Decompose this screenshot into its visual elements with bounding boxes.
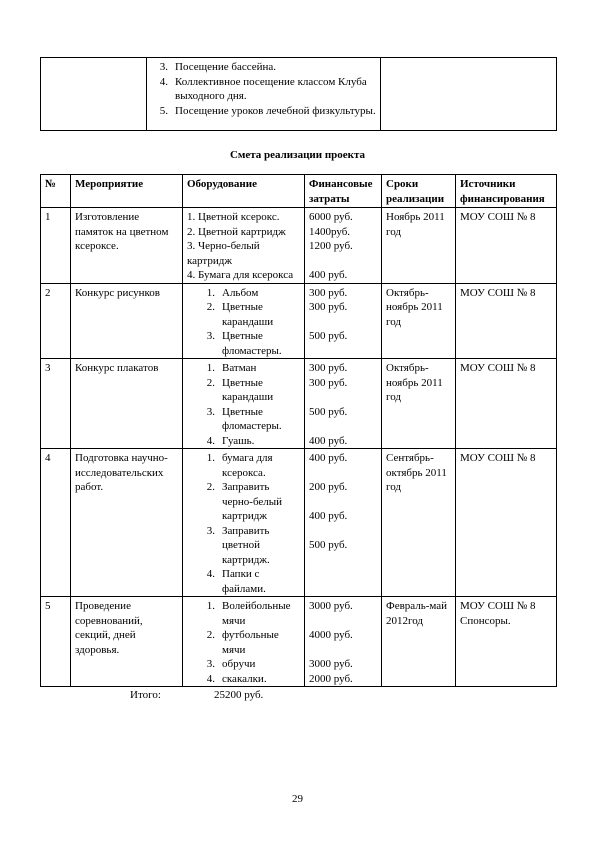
- row-number: 5: [41, 597, 71, 687]
- item-text: обручи: [222, 658, 256, 670]
- table-row: [41, 283, 557, 359]
- item-text: Цветные карандаши: [222, 376, 274, 403]
- item-text: футбольные мячи: [222, 629, 279, 656]
- cost-line: 300 руб.: [309, 286, 348, 299]
- row-number: 4: [41, 449, 71, 597]
- equipment-item: [187, 376, 300, 405]
- equipment-item: [187, 657, 300, 672]
- row-equipment: [183, 597, 305, 687]
- cost-line: 200 руб.: [309, 481, 348, 493]
- item-text: Посещение бассейна.: [175, 61, 277, 73]
- cost-line: 6000 руб.: [309, 211, 353, 223]
- equipment-item: [187, 329, 300, 358]
- equipment-item: [187, 451, 300, 480]
- equipment-list: [187, 286, 300, 359]
- item-text: Папки с файлами.: [222, 568, 266, 595]
- cost-line: [309, 524, 377, 539]
- header-costs: Финансовые затраты: [305, 175, 382, 208]
- cost-line: 3000 руб.: [309, 600, 353, 612]
- section-title: Смета реализации проекта: [229, 149, 366, 161]
- cost-line: [309, 390, 377, 405]
- equipment-list: [187, 599, 300, 686]
- row-number: 1: [41, 208, 71, 284]
- item-text: Цветные фломастеры.: [222, 405, 282, 432]
- cost-line: 400 руб.: [309, 452, 348, 464]
- header-num: №: [41, 175, 71, 208]
- cost-line: 400 руб.: [309, 434, 348, 447]
- total: [130, 688, 263, 703]
- cost-line: 1400руб.: [309, 225, 351, 238]
- total-label: Итого:: [130, 689, 161, 701]
- cost-line: [309, 419, 377, 434]
- item-text: Коллективное посещение классом Клуба выходного дня.: [175, 75, 367, 102]
- cost-line: 4000 руб.: [309, 629, 353, 641]
- table-row: [41, 449, 557, 597]
- row-sources: МОУ СОШ № 8 Спонсоры.: [456, 597, 557, 687]
- item-number: 3.: [206, 405, 215, 418]
- item-number: 1.: [206, 600, 215, 612]
- row-event: Конкурс рисунков: [71, 283, 183, 359]
- row-event: Изготовление памяток на цветном ксероксе.: [71, 208, 183, 284]
- equipment-item: [187, 524, 300, 568]
- row-number: 3: [41, 359, 71, 449]
- cost-line: 400 руб.: [309, 269, 348, 281]
- item-number: 2.: [206, 481, 215, 493]
- item-number: 4.: [206, 434, 215, 447]
- equipment-item: [187, 672, 300, 687]
- cost-line: [309, 495, 377, 510]
- equipment-item: [187, 405, 300, 434]
- row-equipment: [183, 449, 305, 597]
- row-dates: Октябрь-ноябрь 2011 год: [382, 283, 456, 359]
- row-event: Конкурс плакатов: [71, 359, 183, 449]
- item-text: Гуашь.: [222, 434, 255, 447]
- cost-line: 2000 руб.: [309, 672, 353, 685]
- row-sources: МОУ СОШ № 8: [456, 449, 557, 597]
- equipment-item: 1. Цветной ксерокс.: [187, 211, 280, 223]
- header-event: Мероприятие: [71, 175, 183, 208]
- budget-table: [40, 174, 557, 687]
- activities-cell: [147, 58, 381, 131]
- item-text: Заправить черно-белый картридж: [222, 481, 283, 522]
- row-dates: Октябрь-ноябрь 2011 год: [382, 359, 456, 449]
- activity-item: [151, 75, 376, 104]
- item-number: 3.: [206, 658, 215, 670]
- page-number: 29: [292, 793, 303, 805]
- row-costs: [305, 449, 382, 597]
- equipment-item: 4. Бумага для ксерокса: [187, 269, 294, 281]
- item-number: 2.: [206, 301, 215, 313]
- equipment-item: [187, 434, 300, 449]
- equipment-item: [187, 300, 300, 329]
- row-dates: Февраль-май 2012год: [382, 597, 456, 687]
- activity-item: [151, 104, 376, 119]
- item-text: Заправить цветной картридж.: [222, 524, 270, 566]
- item-number: 3.: [206, 524, 215, 537]
- equipment-item: [187, 599, 300, 628]
- row-dates: Ноябрь 2011 год: [382, 208, 456, 284]
- row-costs: [305, 208, 382, 284]
- cost-line: 400 руб.: [309, 510, 348, 522]
- empty-cell: [381, 58, 557, 131]
- row-sources: МОУ СОШ № 8: [456, 208, 557, 284]
- item-number: 2.: [206, 629, 215, 641]
- table-row: [41, 359, 557, 449]
- row-number: 2: [41, 283, 71, 359]
- row-sources: МОУ СОШ № 8: [456, 283, 557, 359]
- item-number: 4.: [206, 672, 215, 685]
- item-number: 1.: [206, 286, 215, 299]
- row-costs: [305, 359, 382, 449]
- table-row: [41, 208, 557, 284]
- total-value: 25200 руб.: [214, 689, 264, 701]
- cost-line: 500 руб.: [309, 405, 348, 418]
- cost-line: 300 руб.: [309, 376, 348, 389]
- item-text: Посещение уроков лечебной физкультуры.: [175, 104, 376, 117]
- row-sources: МОУ СОШ № 8: [456, 359, 557, 449]
- item-number: 5.: [159, 104, 168, 117]
- equipment-item: 3. Черно-белый картридж: [187, 240, 260, 267]
- cost-line: 500 руб.: [309, 330, 348, 342]
- equipment-list: [187, 361, 300, 448]
- header-row: [41, 175, 557, 208]
- equipment-item: [187, 361, 300, 376]
- header-dates: Сроки реализации: [382, 175, 456, 208]
- table-row: [41, 597, 557, 687]
- equipment-item: [187, 567, 300, 596]
- cost-line: 300 руб.: [309, 362, 348, 374]
- equipment-list: [187, 451, 300, 596]
- item-number: 4.: [159, 75, 168, 88]
- row-equipment: [183, 359, 305, 449]
- item-number: 3.: [159, 61, 168, 73]
- row-equipment: [183, 283, 305, 359]
- cost-line: [309, 254, 377, 269]
- item-text: Цветные карандаши: [222, 301, 274, 328]
- cost-line: 3000 руб.: [309, 658, 353, 670]
- item-number: 1.: [206, 362, 215, 374]
- item-number: 3.: [206, 330, 215, 342]
- cost-line: [309, 466, 377, 481]
- header-equipment: Оборудование: [183, 175, 305, 208]
- cost-line: [309, 315, 377, 330]
- row-equipment: [183, 208, 305, 284]
- equipment-item: [187, 286, 300, 301]
- item-number: 4.: [206, 568, 215, 580]
- equipment-item: [187, 628, 300, 657]
- item-text: скакалки.: [222, 672, 267, 685]
- cost-line: [309, 643, 377, 658]
- item-text: Волейбольные мячи: [222, 600, 291, 627]
- empty-cell: [41, 58, 147, 131]
- cost-line: 500 руб.: [309, 539, 348, 551]
- row-costs: [305, 283, 382, 359]
- header-sources: Источники финансирования: [456, 175, 557, 208]
- continuation-table: [40, 57, 557, 131]
- row-event: Подготовка научно-исследовательских работ.: [71, 449, 183, 597]
- item-text: бумага для ксерокса.: [222, 452, 273, 479]
- item-text: Цветные фломастеры.: [222, 330, 282, 357]
- item-number: 1.: [206, 452, 215, 464]
- activity-item: [151, 60, 376, 75]
- row-costs: [305, 597, 382, 687]
- activities-list: [151, 60, 376, 118]
- cost-line: 300 руб.: [309, 301, 348, 313]
- item-text: Ватман: [222, 362, 257, 374]
- equipment-item: 2. Цветной картридж: [187, 225, 286, 238]
- row-dates: Сентябрь-октябрь 2011 год: [382, 449, 456, 597]
- item-number: 2.: [206, 376, 215, 389]
- cost-line: 1200 руб.: [309, 240, 353, 252]
- item-text: Альбом: [222, 286, 259, 299]
- cost-line: [309, 614, 377, 629]
- equipment-item: [187, 480, 300, 524]
- row-event: Проведение соревнований, секций, дней здоровья.: [71, 597, 183, 687]
